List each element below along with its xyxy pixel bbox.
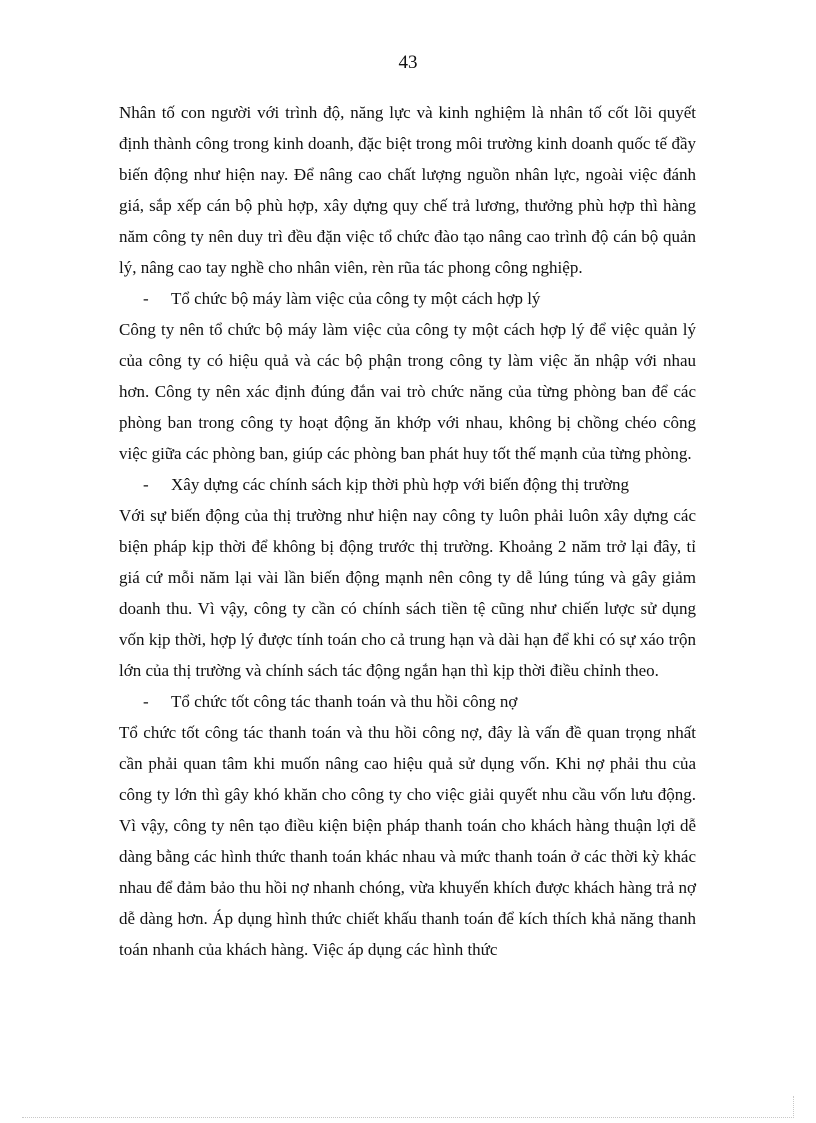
document-body <box>119 97 696 965</box>
page-corner-mark <box>793 1096 794 1118</box>
page-bottom-border <box>22 1117 794 1118</box>
bullet-dash: - <box>143 692 149 711</box>
bullet-text: Tổ chức tốt công tác thanh toán và thu hồi công nợ <box>171 692 518 711</box>
paragraph-organization: Công ty nên tổ chức bộ máy làm việc của công ty một cách hợp lý để việc quản lý của công ty có hiệu quả và các bộ phận trong công ty làm việc ăn nhập với nhau hơn. Công ty nên xác định đúng đắn vai trò chức năng của từng phòng ban để các phòng ban trong công ty hoạt động ăn khớp với nhau, không bị chồng chéo công việc giữa các phòng ban, giúp các phòng ban phát huy tốt thế mạnh của từng phòng. <box>119 320 696 463</box>
paragraph-debt-collection: Tổ chức tốt công tác thanh toán và thu hồi công nợ, đây là vấn đề quan trọng nhất cần phải quan tâm khi muốn nâng cao hiệu quả sử dụng vốn. Khi nợ phải thu của công ty lớn thì gây khó khăn cho công ty cho việc giải quyết nhu cầu vốn lưu động. Vì vậy, công ty nên tạo điều kiện biện pháp thanh toán cho khách hàng thuận lợi dễ dàng bằng các hình thức thanh toán khác nhau và mức thanh toán ở các thời kỳ khác nhau để đảm bảo thu hồi nợ nhanh chóng, vừa khuyến khích được khách hàng trả nợ dễ dàng hơn. Áp dụng hình thức chiết khấu thanh toán để kích thích khả năng thanh toán nhanh của khách hàng. Việc áp dụng các hình thức <box>119 723 696 959</box>
paragraph-policy: Với sự biến động của thị trường như hiện nay công ty luôn phải luôn xây dựng các biện pháp kịp thời để không bị động trước thị trường. Khoảng 2 năm trở lại đây, tỉ giá cứ mỗi năm lại vài lần biến động mạnh nên công ty dễ lúng túng và gây giảm doanh thu. Vì vậy, công ty cần có chính sách tiền tệ cũng như chiến lược sử dụng vốn kịp thời, hợp lý được tính toán cho cả trung hạn và dài hạn để khi có sự xáo trộn lớn của thị trường và chính sách tác động ngắn hạn thì kịp thời điều chỉnh theo. <box>119 506 696 680</box>
page-number: 43 <box>398 52 418 73</box>
bullet-debt-collection-heading <box>119 686 696 717</box>
bullet-policy-heading <box>119 469 696 500</box>
paragraph-human-resources: Nhân tố con người với trình độ, năng lực và kinh nghiệm là nhân tố cốt lõi quyết định thành công trong kinh doanh, đặc biệt trong môi trường kinh doanh quốc tế đầy biến động như hiện nay. Để nâng cao chất lượng nguồn nhân lực, ngoài việc đánh giá, sắp xếp cán bộ phù hợp, xây dựng quy chế trả lương, thưởng phù hợp thì hàng năm công ty nên duy trì đều đặn việc tổ chức đào tạo nâng cao trình độ cán bộ quản lý, nâng cao tay nghề cho nhân viên, rèn rũa tác phong công nghiệp. <box>119 103 696 277</box>
bullet-text: Xây dựng các chính sách kịp thời phù hợp với biến động thị trường <box>171 475 630 494</box>
bullet-organization-heading <box>119 283 696 314</box>
bullet-dash: - <box>143 289 149 308</box>
bullet-text: Tổ chức bộ máy làm việc của công ty một cách hợp lý <box>171 289 541 308</box>
bullet-dash: - <box>143 475 149 494</box>
